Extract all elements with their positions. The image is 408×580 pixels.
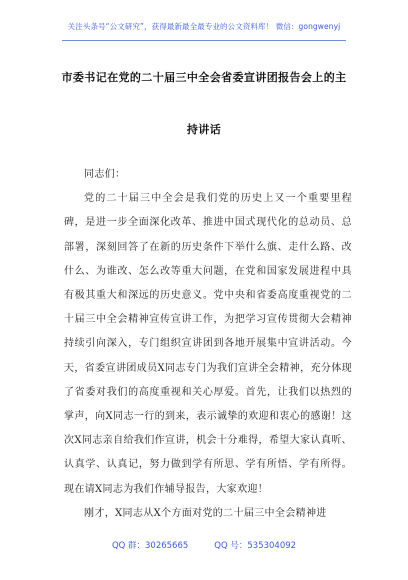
footer: [0, 539, 408, 551]
document-title-line-2: 持讲话: [186, 123, 222, 136]
document-title-line-1: 市委书记在党的二十届三中全会省委宣讲团报告会上的主: [61, 71, 347, 84]
greeting: 同志们：: [84, 169, 126, 180]
header-banner: 关注头条号“公文研究”，获得最新最全最专业的公文资料库！ 微信：gongwenyj: [67, 22, 341, 31]
header-divider: [62, 40, 346, 41]
paragraph-1: 党的二十届三中全会是我们党的历史上又一个重要里程碑，是进一步全面深化改革、推进中国式现代化的总动员、总部署，深刻回答了在新的历史条件下举什么旗、走什么路、改什么、为谁改、怎么改等重大问题，在党和国家发展进程中具有极其重大和深远的历史意义。党中央和省委高度重视党的二十届三中全会精神宣传宣讲工作，为把学习宣传贯彻大会精神持续引向深入，专门组织宣讲团到各地开展集中宣讲活动。今天，省委宣讲团成员X同志专门为我们宣讲全会精神，充分体现了省委对我们的高度重视和关心厚爱。首先，让我们以热烈的掌声，向X同志一行的到来，表示诚挚的欢迎和衷心的感谢！这次X同志亲自给我们作宣讲，机会十分难得，希望大家认真听、认真学、认真记，努力做到学有所思、学有所悟、学有所得。现在请X同志为我们作辅导报告，大家欢迎！: [64, 193, 352, 495]
document-body: [64, 163, 352, 526]
footer-qq-group: QQ 群：30265665: [111, 541, 189, 551]
footer-qq-number: QQ 号：535304092: [214, 541, 297, 551]
paragraph-2: 刚才，X同志从X个方面对党的二十届三中全会精神进: [84, 507, 327, 519]
